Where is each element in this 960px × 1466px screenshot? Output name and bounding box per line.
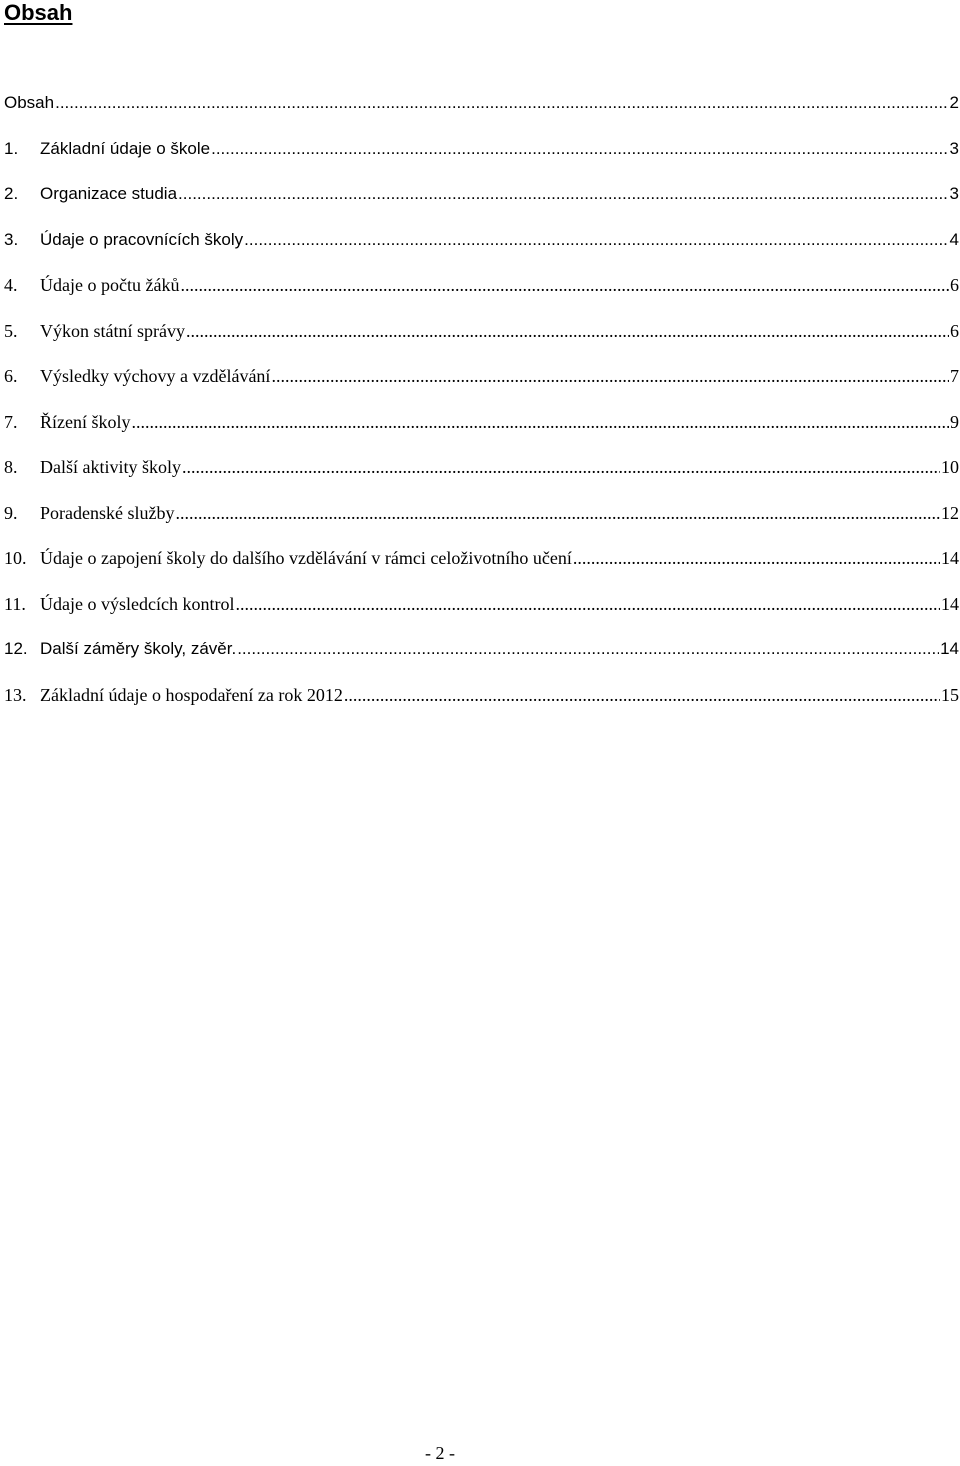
toc-dot-leader <box>186 318 949 344</box>
toc-dot-leader <box>271 363 949 389</box>
table-of-contents <box>4 90 959 727</box>
toc-entry-page: 9 <box>950 411 959 432</box>
toc-entry-number: 11. <box>4 593 26 614</box>
toc-entry-number: 6. <box>4 366 18 386</box>
toc-entry-1[interactable] <box>4 136 959 182</box>
toc-entry-7[interactable] <box>4 409 959 455</box>
toc-entry-page: 3 <box>949 184 959 203</box>
toc-dot-leader <box>132 409 950 435</box>
toc-entry-number: 9. <box>4 502 18 523</box>
toc-dot-leader <box>55 90 948 116</box>
toc-entry-obsah[interactable] <box>4 90 959 136</box>
toc-entry-title: Organizace studia <box>40 184 178 203</box>
toc-entry-title: Poradenské služby <box>40 502 175 523</box>
toc-entry-page: 2 <box>949 93 959 112</box>
toc-entry-page: 14 <box>941 593 959 614</box>
toc-entry-11[interactable] <box>4 591 959 637</box>
page-heading: Obsah <box>4 0 73 25</box>
toc-entry-number: 2. <box>4 184 19 203</box>
toc-entry-3[interactable] <box>4 227 959 273</box>
toc-entry-number: 13. <box>4 684 27 705</box>
toc-dot-leader <box>244 227 948 253</box>
toc-entry-13[interactable] <box>4 682 959 728</box>
toc-entry-2[interactable] <box>4 181 959 227</box>
toc-dot-leader <box>182 454 940 480</box>
toc-entry-number: 8. <box>4 457 18 477</box>
toc-dot-leader <box>178 181 949 207</box>
toc-entry-title: Údaje o počtu žáků <box>40 275 180 295</box>
toc-entry-6[interactable] <box>4 363 959 409</box>
toc-entry-title: Údaje o zapojení školy do dalšího vzdělávání v rámci celoživotního učení <box>40 548 572 568</box>
toc-entry-title: Základní údaje o škole <box>40 138 211 158</box>
toc-entry-10[interactable] <box>4 545 959 591</box>
toc-dot-leader <box>573 545 940 571</box>
toc-entry-title: Další záměry školy, závěr. <box>40 639 237 658</box>
toc-entry-title: Řízení školy <box>40 411 131 432</box>
toc-entry-number: 1. <box>4 138 19 158</box>
toc-entry-8[interactable] <box>4 454 959 500</box>
toc-dot-leader <box>180 272 949 298</box>
toc-entry-number: 10. <box>4 548 27 568</box>
toc-entry-page: 14 <box>941 548 959 568</box>
toc-entry-title: Základní údaje o hospodaření za rok 2012 <box>40 684 343 705</box>
toc-entry-page: 3 <box>949 138 959 158</box>
toc-entry-page: 12 <box>941 502 959 523</box>
toc-entry-5[interactable] <box>4 318 959 364</box>
toc-entry-page: 6 <box>950 320 959 341</box>
toc-dot-leader <box>211 136 948 162</box>
page-number-footer: - 2 - <box>425 1443 455 1463</box>
toc-dot-leader <box>175 500 940 526</box>
toc-entry-9[interactable] <box>4 500 959 546</box>
toc-entry-12[interactable] <box>4 636 959 682</box>
toc-entry-number: 3. <box>4 229 19 249</box>
toc-entry-number: 5. <box>4 320 18 341</box>
toc-entry-title: Údaje o výsledcích kontrol <box>40 593 235 614</box>
toc-entry-4[interactable] <box>4 272 959 318</box>
toc-dot-leader <box>237 636 939 662</box>
toc-entry-page: 14 <box>940 639 959 658</box>
toc-entry-number: 7. <box>4 411 18 432</box>
toc-entry-number: 12. <box>4 639 28 658</box>
toc-entry-page: 7 <box>950 366 959 386</box>
toc-entry-title: Další aktivity školy <box>40 457 181 477</box>
toc-entry-page: 15 <box>941 684 959 705</box>
toc-entry-title: Výsledky výchovy a vzdělávání <box>40 366 271 386</box>
toc-dot-leader <box>235 591 940 617</box>
toc-entry-page: 4 <box>949 229 959 249</box>
toc-entry-title: Obsah <box>4 93 55 112</box>
toc-entry-title: Výkon státní správy <box>40 320 185 341</box>
toc-entry-number: 4. <box>4 275 18 295</box>
toc-entry-title: Údaje o pracovnících školy <box>40 229 244 249</box>
toc-dot-leader <box>344 682 940 708</box>
toc-entry-page: 10 <box>941 457 959 477</box>
toc-entry-page: 6 <box>950 275 959 295</box>
